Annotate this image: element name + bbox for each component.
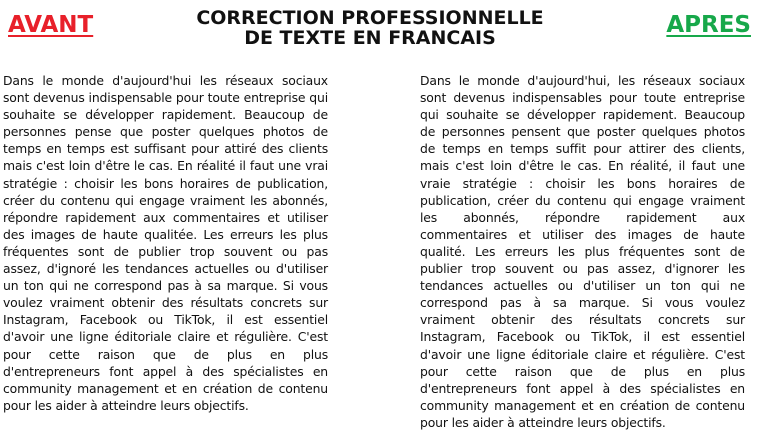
header — [0, 0, 759, 60]
before-text: Dans le monde d'aujourd'hui les réseaux sociaux sont devenus indispensable pour toute entreprise qui souhaite se développer rapidement. Beaucoup de personnes pense que poster quelques photos de temps en temps est suffisant pour attiré des clients mais c'est loin d'être le cas. En réalité il faut une vrai stratégie : choisir les bons horaires de publication, créer du contenu qui engage vraiment les abonnés, répondre rapidement aux commentaires et utiliser des images de haute qualitée. Les erreurs les plus fréquentes sont de publier trop souvent ou pas assez, d'ignoré les tendances actuelles ou d'utiliser un ton qui ne correspond pas à sa marque. Si vous voulez vraiment obtenir des résultats concrets sur Instagram, Facebook ou TikTok, il est essentiel d'avoir une ligne éditoriale claire et régulière. C'est pour cette raison que de plus en plus d'entrepreneurs font appel à des spécialistes en community management et en création de contenu pour les aider à atteindre leurs objectifs. — [3, 73, 328, 413]
title-line-1: CORRECTION PROFESSIONNELLE — [196, 7, 544, 29]
after-label: APRES — [666, 12, 751, 38]
after-text: Dans le monde d'aujourd'hui, les réseaux sociaux sont devenus indispensables pour toute entreprise qui souhaite se développer rapidement. Beaucoup de personnes pensent que poster quelques photos de temps en temps suffit pour attirer des clients, mais c'est loin d'être le cas. En réalité, il faut une vraie stratégie : choisir les bons horaires de publication, créer du contenu qui engage vraiment les abonnés, répondre rapidement aux commentaires et utiliser des images de haute qualité. Les erreurs les plus fréquentes sont de publier trop souvent ou pas assez, d'ignorer les tendances actuelles ou d'utiliser un ton qui ne correspond pas à sa marque. Si vous voulez vraiment obtenir des résultats concrets sur Instagram, Facebook ou TikTok, il est essentiel d'avoir une ligne éditoriale claire et régulière. C'est pour cette raison que de plus en plus d'entrepreneurs font appel à des spécialistes en community management et en création de contenu pour les aider à atteindre leurs objectifs. — [420, 73, 745, 430]
before-label: AVANT — [8, 12, 94, 38]
title-line-2: DE TEXTE EN FRANCAIS — [244, 27, 496, 49]
page-title — [150, 8, 590, 48]
